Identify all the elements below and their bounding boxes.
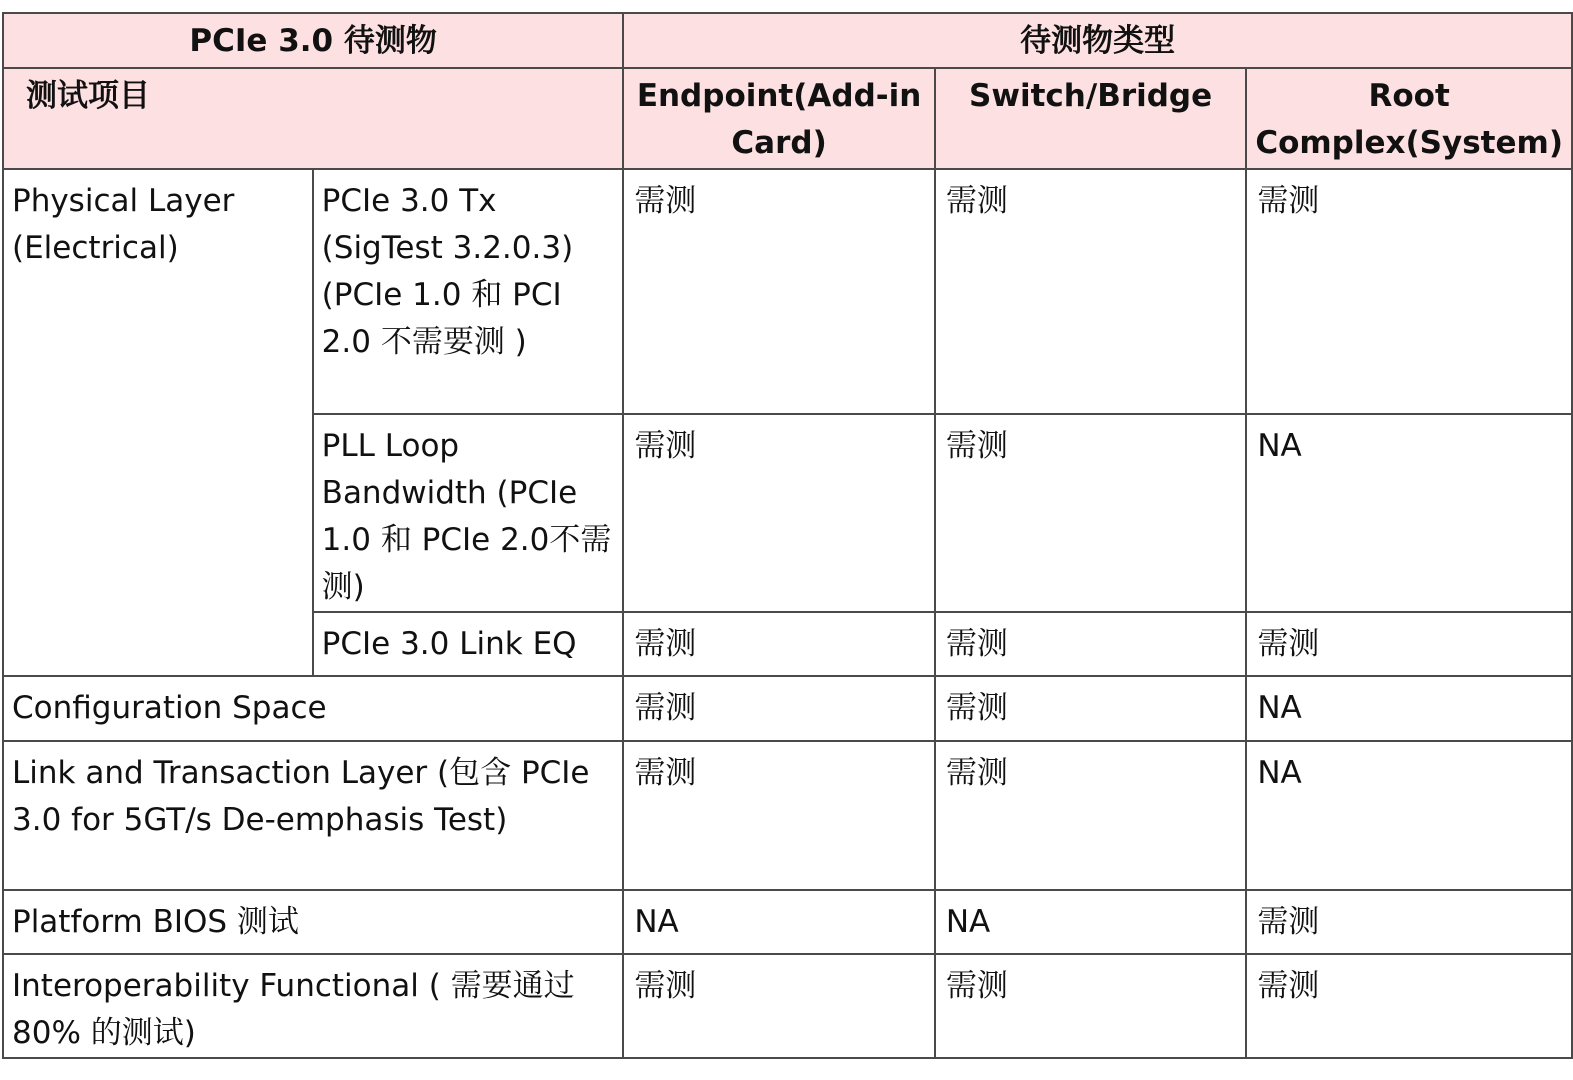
header-row-columns (3, 68, 1572, 169)
physical-layer-label: Physical Layer (Electrical) (3, 169, 313, 676)
switch-status-cell: 需测 (935, 741, 1246, 890)
test-item-cell: Link and Transaction Layer (包含 PCIe 3.0 for 5GT/s De-emphasis Test) (3, 741, 623, 890)
table-row (3, 169, 1572, 414)
root-status-cell: 需测 (1246, 890, 1572, 954)
endpoint-status-cell: 需测 (623, 169, 935, 414)
table-row (3, 676, 1572, 741)
switch-status-cell: 需测 (935, 676, 1246, 741)
test-item-cell: PLL Loop Bandwidth (PCIe 1.0 和 PCIe 2.0不需测) (313, 414, 624, 612)
root-status-cell: 需测 (1246, 169, 1572, 414)
table-row (3, 954, 1572, 1058)
test-item-cell: Interoperability Functional ( 需要通过 80% 的测试) (3, 954, 623, 1058)
root-status-cell: 需测 (1246, 954, 1572, 1058)
endpoint-status-cell: 需测 (623, 612, 935, 676)
endpoint-status-cell: 需测 (623, 741, 935, 890)
endpoint-status-cell: 需测 (623, 414, 935, 612)
root-column-header: Root Complex(System) (1246, 68, 1572, 169)
root-status-cell: 需测 (1246, 612, 1572, 676)
header-row-top (3, 13, 1572, 68)
test-item-cell: PCIe 3.0 Tx (SigTest 3.2.0.3)(PCIe 1.0 和 PCI 2.0 不需要测 ) (313, 169, 624, 414)
root-status-cell: NA (1246, 676, 1572, 741)
switch-status-cell: 需测 (935, 414, 1246, 612)
test-item-header: 测试项目 (3, 68, 623, 169)
test-item-cell: PCIe 3.0 Link EQ (313, 612, 624, 676)
dut-type-header: 待测物类型 (623, 13, 1572, 68)
root-status-cell: NA (1246, 741, 1572, 890)
switch-status-cell: 需测 (935, 169, 1246, 414)
switch-column-header: Switch/Bridge (935, 68, 1246, 169)
switch-status-cell: 需测 (935, 612, 1246, 676)
endpoint-status-cell: 需测 (623, 954, 935, 1058)
pcie-test-requirements-table (2, 12, 1573, 1059)
endpoint-status-cell: NA (623, 890, 935, 954)
root-status-cell: NA (1246, 414, 1572, 612)
test-item-cell: Configuration Space (3, 676, 623, 741)
table-row (3, 741, 1572, 890)
test-item-cell: Platform BIOS 测试 (3, 890, 623, 954)
endpoint-column-header: Endpoint(Add-in Card) (623, 68, 935, 169)
switch-status-cell: 需测 (935, 954, 1246, 1058)
endpoint-status-cell: 需测 (623, 676, 935, 741)
dut-header: PCIe 3.0 待测物 (3, 13, 623, 68)
table-row (3, 890, 1572, 954)
switch-status-cell: NA (935, 890, 1246, 954)
